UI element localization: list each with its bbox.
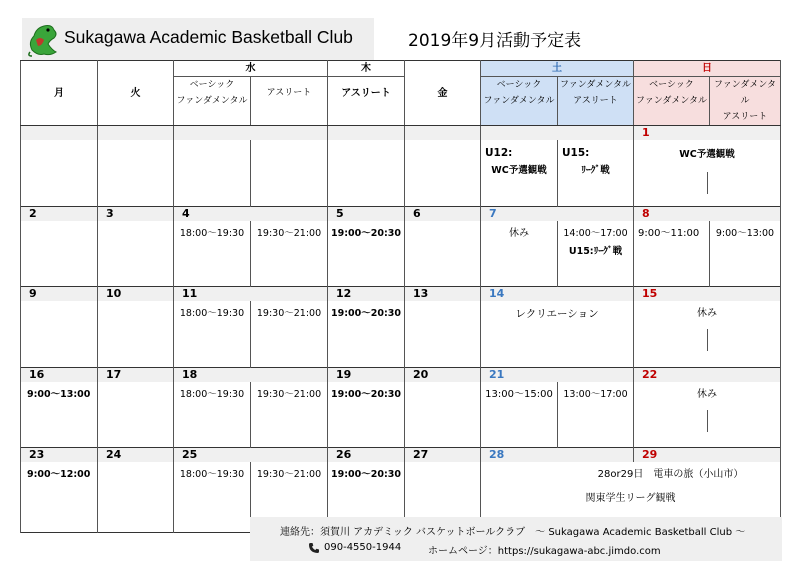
wed-fundamental-label: ファンダメンタル [176,96,248,106]
sun-event: WC予選観戦 [679,149,735,160]
phone-number: 090-4550-1944 [324,542,402,553]
wed-athlete-time: 19:30～21:00 [256,227,322,239]
date-mon: 23 [21,448,98,463]
schedule-calendar [20,60,781,533]
cell-wed-basic [174,140,251,206]
date-fri: 6 [405,206,481,221]
date-wed: 4 [174,206,328,221]
weekday-sat: 土 [481,61,634,77]
sat-athlete-label: アスリート [573,96,618,106]
cell-sun [634,140,781,206]
sat-fund-time: 13:00～17:00 [563,388,628,400]
weekend-event-trip: 28or29日 電車の旅（小山市） [597,469,744,480]
date-tue: 3 [98,206,174,221]
thu-athlete-header: アスリート [328,77,405,126]
date-thu: 19 [328,367,405,382]
wed-athlete-time: 19:30～21:00 [256,308,322,319]
weekday-thu: 木 [328,61,405,77]
cell-fri [405,382,481,448]
date-sun: 22 [634,367,781,382]
date-tue: 24 [98,448,174,463]
sun-fund-label: ファンダメンタル [713,80,777,106]
sat-u15-label: U15: [562,147,590,159]
cell-mon [21,140,98,206]
date-mon: 16 [21,367,98,382]
cell-tue [98,140,174,206]
contact-footer [250,517,782,561]
cell-tue [98,382,174,448]
date-sat: 28 [481,448,634,463]
sun-divider [707,329,708,351]
sat-event: レクリエーション [515,308,599,320]
weekday-wed: 水 [174,61,328,77]
date-fri: 27 [405,448,481,463]
cell-thu [328,221,405,287]
sun-fund-time: 9:00～13:00 [715,227,775,239]
cell-wed-basic [174,462,251,532]
cell-sun-fundamental [710,221,781,287]
sun-event: 休み [697,308,717,319]
date-wed: 11 [174,287,328,302]
dinosaur-logo-icon [26,20,62,58]
cell-sat-basic [481,221,558,287]
wed-basic-time: 18:00～19:30 [179,388,245,400]
sun-event: 休み [697,388,717,400]
date-sun: 29 [634,448,781,463]
thu-time: 19:00～20:30 [331,308,401,319]
weekday-sun: 日 [634,61,781,77]
sun-basic-time: 9:00～11:00 [638,227,700,239]
cell-tue [98,462,174,532]
cell-mon [21,301,98,367]
date-mon: 9 [21,287,98,302]
date-tue: 10 [98,287,174,302]
phone-icon [308,542,320,554]
date-sat: 21 [481,367,634,382]
cell-tue [98,301,174,367]
sun-divider [707,172,708,194]
date-thu: 26 [328,448,405,463]
cell-wed-athlete [251,301,328,367]
cell-fri [405,140,481,206]
sun-divider [707,410,708,432]
sun-fundamental-label: ファンダメンタル [635,96,708,106]
sat-fund-label: ファンダメンタル [559,80,632,90]
date-sat [481,126,634,141]
wed-basic-time: 18:00～19:30 [179,469,245,480]
cell-sat-basic [481,382,558,448]
date-sat: 7 [481,206,634,221]
date-tue [98,126,174,141]
mon-time: 9:00～12:00 [27,469,91,480]
cell-wed-athlete [251,382,328,448]
cell-tue [98,221,174,287]
cell-sat-fundamental [558,221,634,287]
cell-mon [21,382,98,448]
sat-u12-event: WC予選観戦 [491,165,547,176]
cell-sat-basic [481,140,558,206]
sun-fundamental-header [710,77,781,126]
cell-wed-basic [174,221,251,287]
sat-fundamental-label: ファンダメンタル [483,96,555,106]
cell-thu [328,140,405,206]
sat-fund-time: 14:00～17:00 [563,227,628,239]
cell-wed-athlete [251,140,328,206]
sun-basic-header [634,77,710,126]
date-fri [405,126,481,141]
club-name: Sukagawa Academic Basketball Club [64,27,353,47]
date-fri: 20 [405,367,481,382]
cell-sat-fundamental [558,140,634,206]
date-wed: 18 [174,367,328,382]
mon-time: 9:00～13:00 [27,388,91,400]
sat-fundamental-header [558,77,634,126]
club-header [22,18,374,60]
weekday-mon: 月 [21,61,98,126]
cell-thu [328,382,405,448]
cell-fri [405,221,481,287]
wed-basic-label: ベーシック [189,80,235,90]
cell-mon [21,221,98,287]
contact-text: 連絡先：須賀川 アカデミック バスケットボールクラブ ～ Sukagawa Academic Basketball Club ～ [280,527,746,538]
weekday-tue: 火 [98,61,174,126]
date-thu: 12 [328,287,405,302]
sat-basic-time: 13:00～15:00 [485,388,553,400]
date-mon: 2 [21,206,98,221]
thu-time: 19:00～20:30 [331,388,401,400]
cell-mon [21,462,98,532]
weekday-fri: 金 [405,61,481,126]
wed-athlete-time: 19:30～21:00 [256,388,322,400]
wed-basic-time: 18:00～19:30 [179,227,245,239]
date-sat: 14 [481,287,634,302]
sun-athlete-label: アスリート [722,112,768,122]
date-fri: 13 [405,287,481,302]
sat-basic-header [481,77,558,126]
sat-u12-label: U12: [485,147,513,159]
sun-basic-label: ベーシック [649,80,694,90]
cell-thu [328,301,405,367]
sat-u15-event: ﾘｰｸﾞ戦 [581,165,610,176]
cell-fri [405,301,481,367]
sat-basic-status: 休み [509,227,529,239]
date-mon [21,126,98,141]
thu-time: 19:00～20:30 [331,469,401,480]
sat-basic-label: ベーシック [496,80,542,90]
cell-wed-athlete [251,221,328,287]
date-wed [174,126,328,141]
wed-athlete-header: アスリート [251,77,328,126]
wed-athlete-time: 19:30～21:00 [256,469,322,480]
cell-sat [481,301,634,367]
date-sun: 8 [634,206,781,221]
date-sun: 15 [634,287,781,302]
wed-basic-header [174,77,251,126]
cell-wed-basic [174,382,251,448]
weekend-event-league: 関東学生リーグ観戦 [585,493,676,504]
cell-sun [634,382,781,448]
sat-fund-event: U15:ﾘｰｸﾞ戦 [568,245,623,257]
cell-wed-basic [174,301,251,367]
cell-sun [634,301,781,367]
cell-sat-fundamental [558,382,634,448]
date-thu [328,126,405,141]
wed-basic-time: 18:00～19:30 [179,308,245,319]
page-title: 2019年9月活動予定表 [408,31,582,51]
thu-time: 19:00～20:30 [331,227,401,239]
date-tue: 17 [98,367,174,382]
homepage-link[interactable]: ホームページ：https://sukagawa-abc.jimdo.com [428,546,661,557]
cell-sun-basic [634,221,710,287]
date-sun: 1 [634,126,781,141]
date-wed: 25 [174,448,328,463]
date-thu: 5 [328,206,405,221]
